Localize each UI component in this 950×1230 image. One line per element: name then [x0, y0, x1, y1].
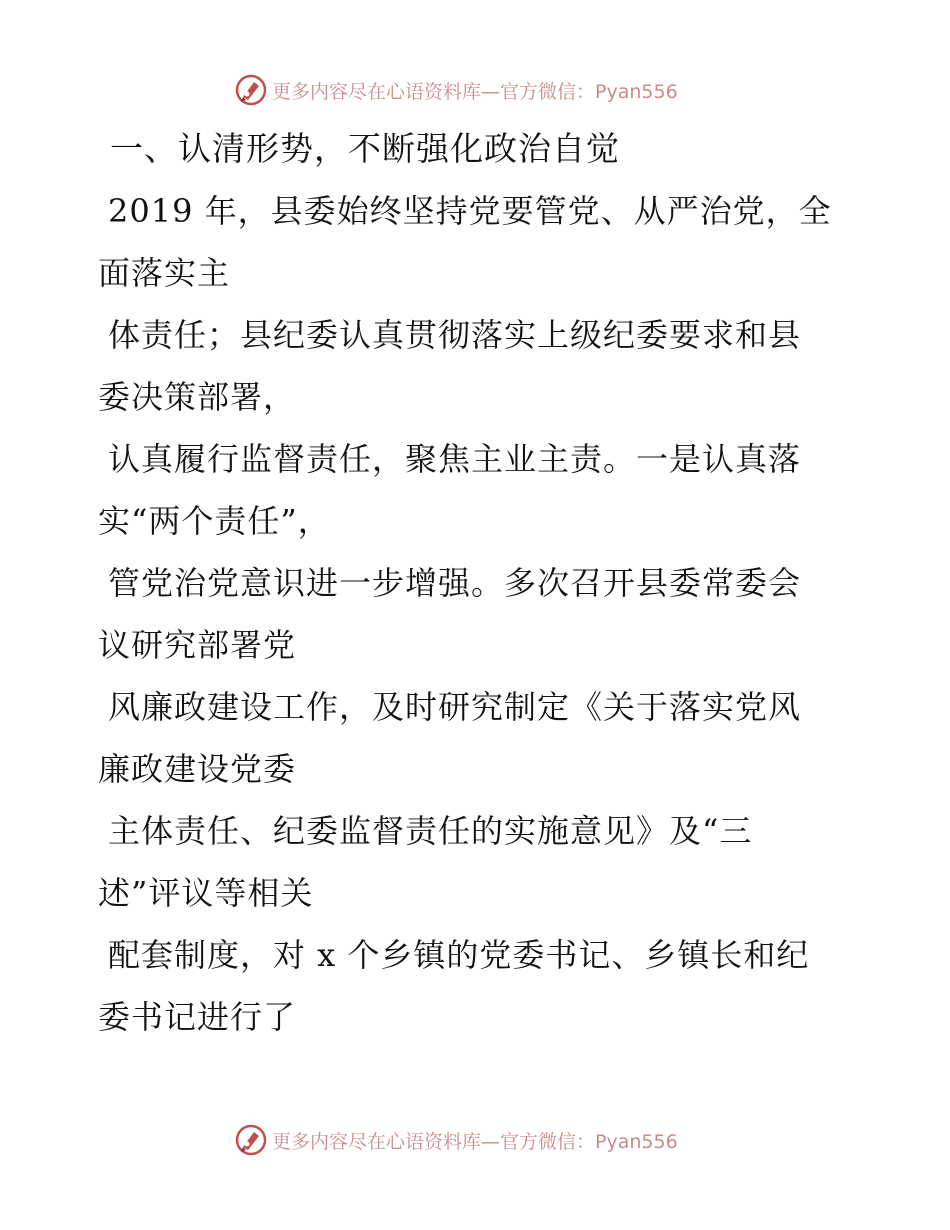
paragraph	[98, 304, 858, 428]
paragraph-line: 述”评议等相关	[98, 874, 314, 912]
paragraph-line: 2019 年，县委始终坚持党要管党、从严治党，全	[108, 192, 832, 230]
paragraph-line: 认真履行监督责任，聚焦主业主责。一是认真落	[108, 440, 802, 478]
paragraph-line: 主体责任、纪委监督责任的实施意见》及“三	[108, 812, 753, 850]
paragraph-line: 委书记进行了	[98, 998, 297, 1036]
paragraph	[98, 428, 858, 552]
watermark-text: 更多内容尽在心语资料库—官方微信：Pyan556	[272, 1130, 678, 1153]
paragraph-line: 议研究部署党	[98, 626, 297, 664]
pen-logo-icon	[234, 1123, 268, 1157]
paragraph-line: 体责任；县纪委认真贯彻落实上级纪委要求和县	[108, 316, 802, 354]
section-heading: 一、认清形势，不断强化政治自觉	[110, 129, 620, 168]
watermark-header	[0, 70, 950, 110]
paragraph	[98, 180, 858, 304]
document-body	[98, 118, 858, 1048]
paragraph-line: 廉政建设党委	[98, 750, 297, 788]
paragraph-line: 实“两个责任”，	[98, 502, 331, 540]
paragraph	[98, 800, 858, 924]
paragraph	[98, 676, 858, 800]
watermark-text: 更多内容尽在心语资料库—官方微信：Pyan556	[272, 80, 678, 103]
paragraph-line: 面落实主	[98, 254, 231, 292]
watermark-footer	[0, 1120, 950, 1160]
paragraph-line: 风廉政建设工作，及时研究制定《关于落实党风	[108, 688, 802, 726]
paragraph-line: 配套制度，对 x 个乡镇的党委书记、乡镇长和纪	[108, 936, 810, 974]
paragraph-line: 委决策部署，	[98, 378, 297, 416]
paragraph-line: 管党治党意识进一步增强。多次召开县委常委会	[108, 564, 802, 602]
paragraph	[98, 552, 858, 676]
pen-logo-icon	[234, 73, 268, 107]
paragraph	[98, 924, 858, 1048]
